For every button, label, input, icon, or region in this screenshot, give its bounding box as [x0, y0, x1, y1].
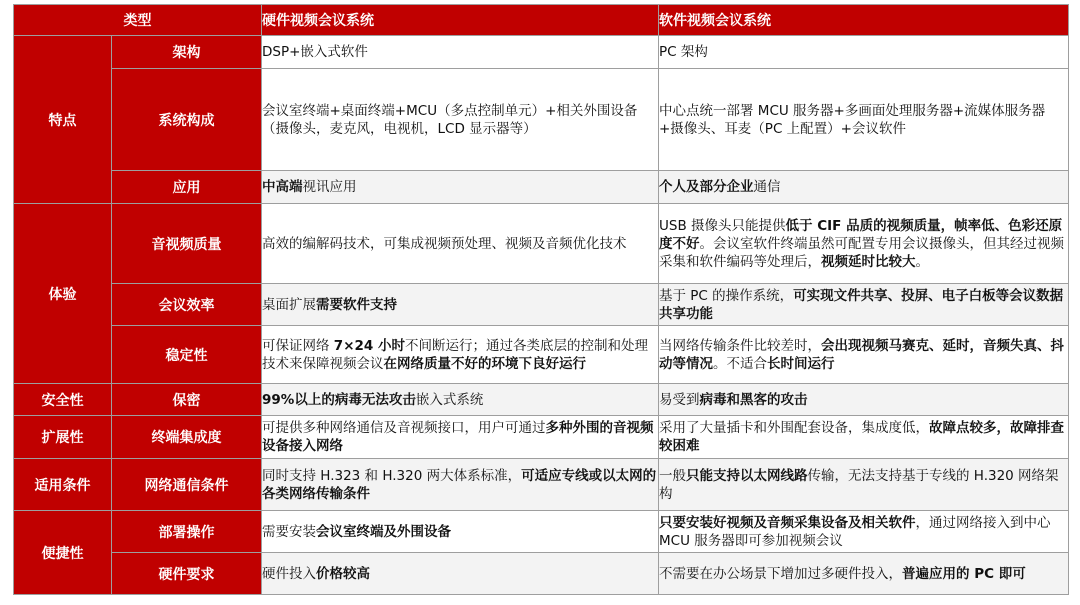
table-row	[14, 511, 1069, 553]
header-hardware: 硬件视频会议系统	[262, 5, 659, 36]
text-segment: 传输，无法支持基于专线的 H.320 网络架构	[659, 467, 1059, 502]
text-segment: 可提供多种网络通信及音视频接口，用户可通过	[262, 420, 546, 436]
bold-text-segment: 会议室终端及外围设备	[316, 523, 451, 540]
table-row	[14, 204, 1069, 284]
bold-text-segment: 多种外围的音视频设备接入网络	[262, 420, 654, 454]
text-segment: 高效的编解码技术，可集成视频预处理、视频及音频优化技术	[262, 235, 627, 252]
bold-text-segment: 视频延时比较大	[821, 253, 916, 270]
table-row	[14, 171, 1069, 204]
bold-text-segment: 可适应专线或以太网的各类网络传输条件	[262, 467, 657, 502]
bold-text-segment: 可实现文件共享、投屏、电子白板等会议数据共享功能	[659, 287, 1064, 322]
bold-text-segment: 价格较高	[316, 565, 370, 582]
bold-text-segment: 7×24 小时	[333, 337, 405, 354]
text-segment: USB 摄像头只能提供	[659, 217, 786, 234]
hardware-cell	[262, 459, 659, 511]
text-segment: 基于 PC 的操作系统，	[659, 287, 794, 304]
category-security: 安全性	[14, 384, 112, 416]
table-row	[14, 553, 1069, 595]
text-segment: 不间断运行；通过各类底层的控制和处理技术来保障视频会议	[262, 337, 648, 372]
bold-text-segment: 需要软件支持	[316, 296, 397, 313]
comparison-table	[13, 4, 1069, 595]
category-experience: 体验	[14, 204, 112, 384]
header-row	[14, 5, 1069, 36]
hardware-cell	[262, 511, 659, 553]
text-segment: 会议室终端+桌面终端+MCU（多点控制单元）+相关外围设备（摄像头，麦克风，电视机，LCD 显示器等）	[262, 102, 638, 137]
text-segment: 可保证网络	[262, 337, 334, 354]
text-segment: 当网络传输条件比较差时，	[659, 337, 821, 354]
software-cell	[659, 326, 1069, 384]
bold-text-segment: 会出现视频马赛克、延时，音频失真、抖动等情况	[659, 337, 1064, 372]
text-segment: 中心点统一部署 MCU 服务器+多画面处理服务器+流媒体服务器+摄像头、耳麦（PC 上配置）+会议软件	[659, 102, 1046, 137]
table-row	[14, 416, 1069, 459]
text-segment: DSP+嵌入式软件	[262, 44, 368, 60]
subcategory-stability: 稳定性	[112, 326, 262, 384]
software-cell	[659, 459, 1069, 511]
table-row	[14, 36, 1069, 69]
text-segment: 桌面扩展	[262, 296, 316, 313]
bold-text-segment: 只要安装好视频及音频采集设备及相关软件	[659, 514, 916, 531]
subcategory-system-composition: 系统构成	[112, 69, 262, 171]
table-row	[14, 459, 1069, 511]
bold-text-segment: 普遍应用的 PC 即可	[902, 565, 1026, 582]
hardware-cell	[262, 384, 659, 416]
bold-text-segment: 长时间运行	[767, 355, 835, 372]
software-cell	[659, 69, 1069, 171]
text-segment: 同时支持 H.323 和 H.320 两大体系标准，	[262, 467, 522, 484]
software-cell	[659, 36, 1069, 69]
table-row	[14, 326, 1069, 384]
text-segment: 易受到	[659, 391, 700, 408]
table-row	[14, 284, 1069, 326]
bold-text-segment: 低于 CIF 品质的视频质量，帧率低、色彩还原度不好	[659, 217, 1063, 252]
category-scalability: 扩展性	[14, 416, 112, 459]
software-cell	[659, 511, 1069, 553]
subcategory-network-conditions: 网络通信条件	[112, 459, 262, 511]
bold-text-segment: 故障点较多，故障排查较困难	[659, 420, 1064, 454]
header-software: 软件视频会议系统	[659, 5, 1069, 36]
bold-text-segment: 中高端	[262, 179, 303, 195]
hardware-cell	[262, 284, 659, 326]
software-cell	[659, 204, 1069, 284]
text-segment: 硬件投入	[262, 565, 316, 582]
table-row	[14, 69, 1069, 171]
hardware-cell	[262, 171, 659, 204]
subcategory-meeting-efficiency: 会议效率	[112, 284, 262, 326]
text-segment: PC 架构	[659, 44, 708, 60]
hardware-cell	[262, 553, 659, 595]
software-cell	[659, 284, 1069, 326]
text-segment: 。	[915, 253, 929, 270]
category-convenience: 便捷性	[14, 511, 112, 595]
software-cell	[659, 384, 1069, 416]
category-applicability: 适用条件	[14, 459, 112, 511]
subcategory-av-quality: 音视频质量	[112, 204, 262, 284]
subcategory-confidentiality: 保密	[112, 384, 262, 416]
bold-text-segment: 在网络质量不好的环境下良好运行	[383, 355, 586, 372]
text-segment: 不需要在办公场景下增加过多硬件投入，	[659, 565, 902, 582]
software-cell	[659, 553, 1069, 595]
bold-text-segment: 病毒和黑客的攻击	[699, 391, 808, 408]
hardware-cell	[262, 416, 659, 459]
bold-text-segment: 个人及部分企业	[659, 179, 754, 195]
bold-text-segment: 只能支持以太网线路	[686, 467, 808, 484]
subcategory-terminal-integration: 终端集成度	[112, 416, 262, 459]
text-segment: 采用了大量插卡和外围配套设备，集成度低，	[659, 420, 929, 436]
text-segment: 嵌入式系统	[415, 391, 484, 408]
software-cell	[659, 416, 1069, 459]
subcategory-architecture: 架构	[112, 36, 262, 69]
text-segment: 一般	[659, 467, 686, 484]
text-segment: 。会议室软件终端虽然可配置专用会议摄像头，但其经过视频采集和软件编码等处理后，	[659, 235, 1064, 270]
subcategory-application: 应用	[112, 171, 262, 204]
header-type: 类型	[14, 5, 262, 36]
text-segment: 。不适合	[713, 355, 767, 372]
bold-text-segment: 99%以上的病毒无法攻击	[262, 391, 416, 408]
hardware-cell	[262, 326, 659, 384]
text-segment: ，通过网络接入到中心 MCU 服务器即可参加视频会议	[659, 514, 1051, 549]
subcategory-hardware-requirements: 硬件要求	[112, 553, 262, 595]
text-segment: 视讯应用	[302, 179, 357, 195]
subcategory-deployment: 部署操作	[112, 511, 262, 553]
hardware-cell	[262, 69, 659, 171]
hardware-cell	[262, 204, 659, 284]
text-segment: 需要安装	[262, 523, 316, 540]
table-row	[14, 384, 1069, 416]
hardware-cell	[262, 36, 659, 69]
text-segment: 通信	[753, 179, 781, 195]
category-features: 特点	[14, 36, 112, 204]
software-cell	[659, 171, 1069, 204]
